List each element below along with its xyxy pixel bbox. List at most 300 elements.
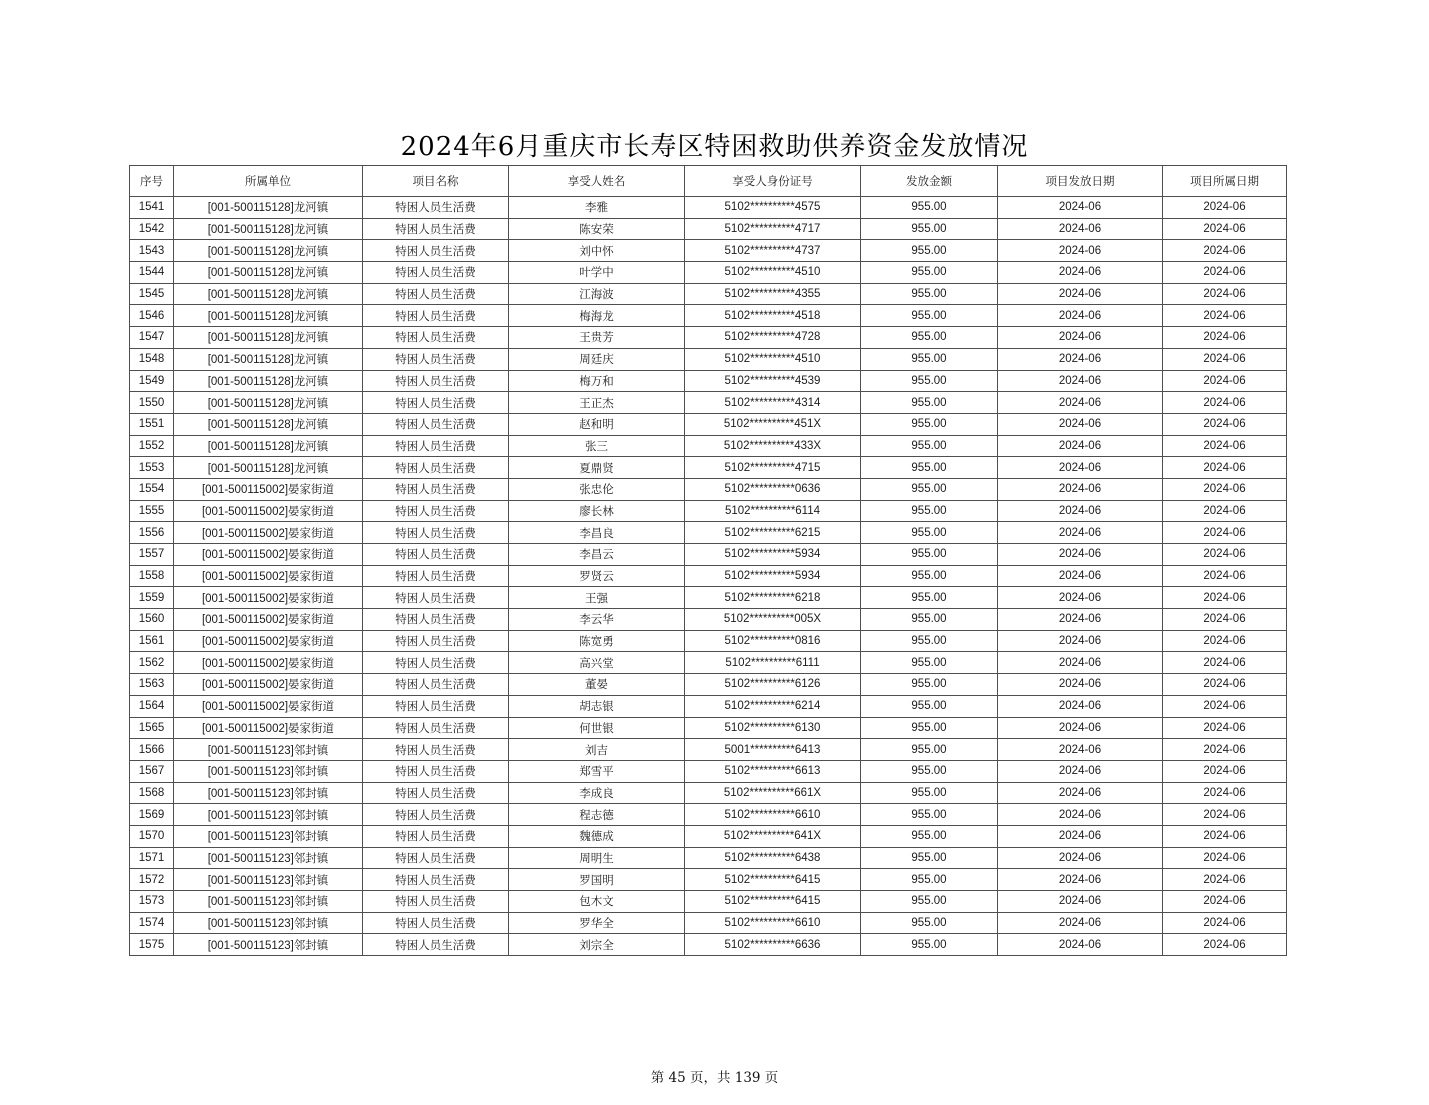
column-header: 享受人身份证号 bbox=[685, 166, 861, 197]
table-cell: 1554 bbox=[130, 478, 174, 500]
table-cell: 董晏 bbox=[509, 674, 685, 696]
table-cell: 特困人员生活费 bbox=[363, 262, 509, 284]
table-row bbox=[130, 457, 1287, 479]
table-row bbox=[130, 305, 1287, 327]
table-cell: 1560 bbox=[130, 609, 174, 631]
table-cell: 2024-06 bbox=[998, 392, 1163, 414]
table-cell: 1556 bbox=[130, 522, 174, 544]
table-cell: 1566 bbox=[130, 739, 174, 761]
table-cell: 955.00 bbox=[861, 500, 998, 522]
table-cell: 2024-06 bbox=[1163, 392, 1287, 414]
table-cell: 1558 bbox=[130, 565, 174, 587]
table-cell: 2024-06 bbox=[1163, 197, 1287, 219]
table-cell: 1567 bbox=[130, 760, 174, 782]
table-cell: [001-500115123]邻封镇 bbox=[174, 804, 363, 826]
table-cell: 特困人员生活费 bbox=[363, 934, 509, 956]
table-cell: 1561 bbox=[130, 630, 174, 652]
table-cell: 5001**********6413 bbox=[685, 739, 861, 761]
table-cell: [001-500115002]晏家街道 bbox=[174, 565, 363, 587]
table-cell: [001-500115002]晏家街道 bbox=[174, 478, 363, 500]
table-cell: 特困人员生活费 bbox=[363, 305, 509, 327]
table-cell: 955.00 bbox=[861, 630, 998, 652]
table-cell: 5102**********4314 bbox=[685, 392, 861, 414]
table-row bbox=[130, 825, 1287, 847]
table-cell: 2024-06 bbox=[998, 891, 1163, 913]
table-cell: 2024-06 bbox=[1163, 435, 1287, 457]
table-cell: 叶学中 bbox=[509, 262, 685, 284]
table-cell: 周廷庆 bbox=[509, 348, 685, 370]
table-cell: 955.00 bbox=[861, 348, 998, 370]
table-cell: 梅海龙 bbox=[509, 305, 685, 327]
table-row bbox=[130, 652, 1287, 674]
table-cell: 955.00 bbox=[861, 869, 998, 891]
table-row bbox=[130, 392, 1287, 414]
table-cell: [001-500115128]龙河镇 bbox=[174, 435, 363, 457]
table-cell: 王强 bbox=[509, 587, 685, 609]
table-cell: 2024-06 bbox=[1163, 240, 1287, 262]
table-cell: 2024-06 bbox=[998, 413, 1163, 435]
table-cell: 罗国明 bbox=[509, 869, 685, 891]
table-cell: 2024-06 bbox=[1163, 218, 1287, 240]
table-cell: 2024-06 bbox=[998, 695, 1163, 717]
table-cell: 陈安荣 bbox=[509, 218, 685, 240]
table-cell: 特困人员生活费 bbox=[363, 197, 509, 219]
table-cell: [001-500115128]龙河镇 bbox=[174, 348, 363, 370]
table-cell: 5102**********0636 bbox=[685, 478, 861, 500]
table-cell: [001-500115128]龙河镇 bbox=[174, 262, 363, 284]
table-cell: [001-500115123]邻封镇 bbox=[174, 847, 363, 869]
table-cell: 2024-06 bbox=[1163, 587, 1287, 609]
table-cell: [001-500115002]晏家街道 bbox=[174, 587, 363, 609]
table-cell: 2024-06 bbox=[1163, 739, 1287, 761]
table-cell: 特困人员生活费 bbox=[363, 413, 509, 435]
table-cell: 955.00 bbox=[861, 891, 998, 913]
table-cell: 955.00 bbox=[861, 262, 998, 284]
table-cell: 特困人员生活费 bbox=[363, 522, 509, 544]
table-cell: 梅万和 bbox=[509, 370, 685, 392]
table-row bbox=[130, 348, 1287, 370]
table-cell: 特困人员生活费 bbox=[363, 283, 509, 305]
table-cell: [001-500115123]邻封镇 bbox=[174, 934, 363, 956]
table-row bbox=[130, 370, 1287, 392]
column-header: 项目所属日期 bbox=[1163, 166, 1287, 197]
table-cell: 955.00 bbox=[861, 565, 998, 587]
column-header: 项目名称 bbox=[363, 166, 509, 197]
table-cell: 955.00 bbox=[861, 435, 998, 457]
table-row bbox=[130, 565, 1287, 587]
table-cell: 特困人员生活费 bbox=[363, 478, 509, 500]
table-cell: 1568 bbox=[130, 782, 174, 804]
table-cell: 2024-06 bbox=[1163, 912, 1287, 934]
table-cell: 特困人员生活费 bbox=[363, 912, 509, 934]
table-cell: 5102**********4575 bbox=[685, 197, 861, 219]
table-cell: [001-500115128]龙河镇 bbox=[174, 413, 363, 435]
table-cell: 1550 bbox=[130, 392, 174, 414]
table-cell: 5102**********4737 bbox=[685, 240, 861, 262]
table-cell: 2024-06 bbox=[1163, 869, 1287, 891]
table-cell: 2024-06 bbox=[1163, 695, 1287, 717]
table-cell: 5102**********4715 bbox=[685, 457, 861, 479]
table-cell: 5102**********4510 bbox=[685, 348, 861, 370]
table-cell: 955.00 bbox=[861, 804, 998, 826]
table-cell: [001-500115128]龙河镇 bbox=[174, 370, 363, 392]
table-cell: [001-500115128]龙河镇 bbox=[174, 197, 363, 219]
table-cell: 2024-06 bbox=[1163, 348, 1287, 370]
table-cell: 2024-06 bbox=[998, 630, 1163, 652]
table-cell: 5102**********6610 bbox=[685, 912, 861, 934]
table-row bbox=[130, 630, 1287, 652]
table-cell: [001-500115128]龙河镇 bbox=[174, 305, 363, 327]
table-cell: 特困人员生活费 bbox=[363, 435, 509, 457]
page-number: 第 45 页，共 139 页 bbox=[650, 1070, 779, 1086]
table-cell: [001-500115128]龙河镇 bbox=[174, 218, 363, 240]
table-row bbox=[130, 283, 1287, 305]
table-cell: 2024-06 bbox=[1163, 457, 1287, 479]
table-cell: 1570 bbox=[130, 825, 174, 847]
table-cell: 2024-06 bbox=[1163, 500, 1287, 522]
table-cell: 2024-06 bbox=[1163, 327, 1287, 349]
table-cell: 特困人员生活费 bbox=[363, 587, 509, 609]
table-cell: 955.00 bbox=[861, 847, 998, 869]
table-cell: 2024-06 bbox=[1163, 283, 1287, 305]
table-cell: 2024-06 bbox=[1163, 478, 1287, 500]
table-row bbox=[130, 912, 1287, 934]
table-cell: 5102**********6415 bbox=[685, 891, 861, 913]
table-cell: 5102**********005X bbox=[685, 609, 861, 631]
table-cell: 高兴堂 bbox=[509, 652, 685, 674]
table-cell: 王正杰 bbox=[509, 392, 685, 414]
table-row bbox=[130, 934, 1287, 956]
table-cell: 955.00 bbox=[861, 522, 998, 544]
table-row bbox=[130, 262, 1287, 284]
table-cell: [001-500115123]邻封镇 bbox=[174, 739, 363, 761]
table-cell: 特困人员生活费 bbox=[363, 652, 509, 674]
table-row bbox=[130, 197, 1287, 219]
table-cell: 特困人员生活费 bbox=[363, 240, 509, 262]
table-cell: 2024-06 bbox=[998, 825, 1163, 847]
table-cell: 李云华 bbox=[509, 609, 685, 631]
table-cell: 特困人员生活费 bbox=[363, 782, 509, 804]
table-cell: [001-500115123]邻封镇 bbox=[174, 869, 363, 891]
table-cell: 胡志银 bbox=[509, 695, 685, 717]
table-cell: [001-500115002]晏家街道 bbox=[174, 652, 363, 674]
column-header: 发放金额 bbox=[861, 166, 998, 197]
table-cell: 5102**********6636 bbox=[685, 934, 861, 956]
table-cell: 李成良 bbox=[509, 782, 685, 804]
table-cell: 李昌云 bbox=[509, 544, 685, 566]
table-cell: 1555 bbox=[130, 500, 174, 522]
table-body bbox=[130, 197, 1287, 956]
table-cell: 1549 bbox=[130, 370, 174, 392]
table-cell: [001-500115123]邻封镇 bbox=[174, 912, 363, 934]
table-cell: 李雅 bbox=[509, 197, 685, 219]
table-cell: [001-500115123]邻封镇 bbox=[174, 782, 363, 804]
table-cell: 1553 bbox=[130, 457, 174, 479]
table-cell: [001-500115128]龙河镇 bbox=[174, 457, 363, 479]
table-cell: [001-500115128]龙河镇 bbox=[174, 392, 363, 414]
table-cell: 1569 bbox=[130, 804, 174, 826]
table-cell: 955.00 bbox=[861, 717, 998, 739]
table-cell: 955.00 bbox=[861, 218, 998, 240]
table-cell: 特困人员生活费 bbox=[363, 891, 509, 913]
table-cell: 955.00 bbox=[861, 457, 998, 479]
table-cell: 5102**********433X bbox=[685, 435, 861, 457]
table-cell: 罗华全 bbox=[509, 912, 685, 934]
table-cell: [001-500115128]龙河镇 bbox=[174, 240, 363, 262]
table-cell: [001-500115123]邻封镇 bbox=[174, 891, 363, 913]
table-cell: 2024-06 bbox=[998, 609, 1163, 631]
table-cell: 1559 bbox=[130, 587, 174, 609]
table-cell: 特困人员生活费 bbox=[363, 847, 509, 869]
table-cell: 955.00 bbox=[861, 283, 998, 305]
table-cell: 5102**********0816 bbox=[685, 630, 861, 652]
table-cell: 955.00 bbox=[861, 478, 998, 500]
table-cell: 1542 bbox=[130, 218, 174, 240]
table-cell: 5102**********6111 bbox=[685, 652, 861, 674]
table-cell: 5102**********4510 bbox=[685, 262, 861, 284]
table-row bbox=[130, 847, 1287, 869]
table-cell: 1548 bbox=[130, 348, 174, 370]
table-cell: 5102**********4518 bbox=[685, 305, 861, 327]
table-cell: 5102**********6215 bbox=[685, 522, 861, 544]
table-cell: 2024-06 bbox=[998, 283, 1163, 305]
table-cell: 5102**********451X bbox=[685, 413, 861, 435]
table-cell: 5102**********6130 bbox=[685, 717, 861, 739]
payments-table bbox=[129, 165, 1287, 956]
table-cell: 2024-06 bbox=[998, 934, 1163, 956]
table-row bbox=[130, 522, 1287, 544]
table-row bbox=[130, 869, 1287, 891]
table-cell: 夏鼎贤 bbox=[509, 457, 685, 479]
table-cell: 特困人员生活费 bbox=[363, 695, 509, 717]
table-cell: 2024-06 bbox=[998, 370, 1163, 392]
table-row bbox=[130, 478, 1287, 500]
table-cell: 955.00 bbox=[861, 739, 998, 761]
table-cell: 1564 bbox=[130, 695, 174, 717]
table-cell: 特困人员生活费 bbox=[363, 327, 509, 349]
table-cell: 特困人员生活费 bbox=[363, 869, 509, 891]
table-cell: 955.00 bbox=[861, 912, 998, 934]
table-row bbox=[130, 327, 1287, 349]
table-cell: [001-500115002]晏家街道 bbox=[174, 544, 363, 566]
table-cell: 1544 bbox=[130, 262, 174, 284]
table-cell: 2024-06 bbox=[998, 739, 1163, 761]
table-cell: 1546 bbox=[130, 305, 174, 327]
table-cell: 2024-06 bbox=[1163, 370, 1287, 392]
table-cell: 程志德 bbox=[509, 804, 685, 826]
table-cell: 2024-06 bbox=[998, 522, 1163, 544]
table-cell: 2024-06 bbox=[998, 847, 1163, 869]
table-cell: 955.00 bbox=[861, 934, 998, 956]
table-cell: 郑雪平 bbox=[509, 760, 685, 782]
table-cell: 周明生 bbox=[509, 847, 685, 869]
table-cell: 5102**********6438 bbox=[685, 847, 861, 869]
table-cell: 2024-06 bbox=[1163, 609, 1287, 631]
table-cell: 2024-06 bbox=[998, 327, 1163, 349]
table-cell: 2024-06 bbox=[1163, 305, 1287, 327]
table-cell: 2024-06 bbox=[1163, 652, 1287, 674]
table-cell: 2024-06 bbox=[998, 782, 1163, 804]
table-cell: 特困人员生活费 bbox=[363, 717, 509, 739]
table-cell: 2024-06 bbox=[1163, 891, 1287, 913]
table-cell: 特困人员生活费 bbox=[363, 500, 509, 522]
table-cell: 1563 bbox=[130, 674, 174, 696]
table-cell: [001-500115002]晏家街道 bbox=[174, 609, 363, 631]
table-cell: 特困人员生活费 bbox=[363, 739, 509, 761]
table-cell: 特困人员生活费 bbox=[363, 348, 509, 370]
column-header: 享受人姓名 bbox=[509, 166, 685, 197]
table-cell: 刘吉 bbox=[509, 739, 685, 761]
table-row bbox=[130, 240, 1287, 262]
header-row bbox=[130, 166, 1287, 197]
table-cell: 1573 bbox=[130, 891, 174, 913]
table-cell: [001-500115123]邻封镇 bbox=[174, 760, 363, 782]
table-cell: 955.00 bbox=[861, 760, 998, 782]
table-cell: 955.00 bbox=[861, 370, 998, 392]
table-cell: 2024-06 bbox=[1163, 522, 1287, 544]
table-cell: 5102**********6610 bbox=[685, 804, 861, 826]
table-cell: 955.00 bbox=[861, 544, 998, 566]
table-cell: [001-500115002]晏家街道 bbox=[174, 630, 363, 652]
table-cell: 2024-06 bbox=[1163, 630, 1287, 652]
table-row bbox=[130, 587, 1287, 609]
table-cell: 955.00 bbox=[861, 305, 998, 327]
table-cell: 2024-06 bbox=[998, 478, 1163, 500]
table-cell: 1541 bbox=[130, 197, 174, 219]
table-cell: 955.00 bbox=[861, 392, 998, 414]
table-cell: 2024-06 bbox=[1163, 804, 1287, 826]
table-cell: 王贵芳 bbox=[509, 327, 685, 349]
table-cell: 1552 bbox=[130, 435, 174, 457]
table-row bbox=[130, 609, 1287, 631]
table-cell: 2024-06 bbox=[998, 912, 1163, 934]
table-row bbox=[130, 500, 1287, 522]
table-cell: [001-500115002]晏家街道 bbox=[174, 500, 363, 522]
table-cell: 2024-06 bbox=[1163, 825, 1287, 847]
table-cell: 赵和明 bbox=[509, 413, 685, 435]
table-cell: 5102**********641X bbox=[685, 825, 861, 847]
table-cell: 包木文 bbox=[509, 891, 685, 913]
table-cell: 1575 bbox=[130, 934, 174, 956]
table-cell: 何世银 bbox=[509, 717, 685, 739]
table-cell: [001-500115002]晏家街道 bbox=[174, 695, 363, 717]
table-cell: 特困人员生活费 bbox=[363, 392, 509, 414]
table-cell: 罗贤云 bbox=[509, 565, 685, 587]
table-cell: 1565 bbox=[130, 717, 174, 739]
table-row bbox=[130, 413, 1287, 435]
table-cell: 5102**********4717 bbox=[685, 218, 861, 240]
page-title: 2024年6月重庆市长寿区特困救助供养资金发放情况 bbox=[400, 132, 1029, 162]
table-cell: 2024-06 bbox=[998, 240, 1163, 262]
table-cell: 2024-06 bbox=[1163, 674, 1287, 696]
table-cell: 2024-06 bbox=[998, 348, 1163, 370]
table-cell: 2024-06 bbox=[998, 674, 1163, 696]
table-cell: 特困人员生活费 bbox=[363, 674, 509, 696]
column-header: 所属单位 bbox=[174, 166, 363, 197]
table-cell: 张三 bbox=[509, 435, 685, 457]
table-cell: 2024-06 bbox=[1163, 782, 1287, 804]
table-cell: 2024-06 bbox=[998, 804, 1163, 826]
table-cell: 2024-06 bbox=[998, 457, 1163, 479]
table-row bbox=[130, 760, 1287, 782]
table-cell: 2024-06 bbox=[998, 262, 1163, 284]
table-cell: 2024-06 bbox=[998, 544, 1163, 566]
table-cell: 魏德成 bbox=[509, 825, 685, 847]
table-cell: [001-500115128]龙河镇 bbox=[174, 283, 363, 305]
table-cell: 1557 bbox=[130, 544, 174, 566]
column-header: 项目发放日期 bbox=[998, 166, 1163, 197]
table-cell: 2024-06 bbox=[998, 760, 1163, 782]
table-cell: 955.00 bbox=[861, 652, 998, 674]
table-cell: 2024-06 bbox=[998, 717, 1163, 739]
table-cell: 2024-06 bbox=[1163, 847, 1287, 869]
table-row bbox=[130, 739, 1287, 761]
table-cell: 2024-06 bbox=[998, 218, 1163, 240]
table-cell: 2024-06 bbox=[1163, 413, 1287, 435]
table-cell: 955.00 bbox=[861, 825, 998, 847]
table-row bbox=[130, 717, 1287, 739]
table-cell: 刘宗全 bbox=[509, 934, 685, 956]
table-cell: [001-500115128]龙河镇 bbox=[174, 327, 363, 349]
table-cell: 5102**********6114 bbox=[685, 500, 861, 522]
table-cell: 2024-06 bbox=[998, 652, 1163, 674]
table-cell: 2024-06 bbox=[998, 197, 1163, 219]
table-cell: 特困人员生活费 bbox=[363, 544, 509, 566]
table-row bbox=[130, 695, 1287, 717]
table-cell: 李昌良 bbox=[509, 522, 685, 544]
table-cell: 955.00 bbox=[861, 782, 998, 804]
table-row bbox=[130, 544, 1287, 566]
table-cell: [001-500115002]晏家街道 bbox=[174, 522, 363, 544]
table-cell: 1547 bbox=[130, 327, 174, 349]
table-cell: 5102**********5934 bbox=[685, 565, 861, 587]
table-cell: 特困人员生活费 bbox=[363, 760, 509, 782]
table-cell: 2024-06 bbox=[1163, 760, 1287, 782]
table-cell: 江海波 bbox=[509, 283, 685, 305]
table-cell: 特困人员生活费 bbox=[363, 565, 509, 587]
table-cell: 2024-06 bbox=[1163, 544, 1287, 566]
table-row bbox=[130, 891, 1287, 913]
table-cell: 5102**********6415 bbox=[685, 869, 861, 891]
table-cell: 1574 bbox=[130, 912, 174, 934]
table-cell: 2024-06 bbox=[998, 587, 1163, 609]
table-cell: 特困人员生活费 bbox=[363, 630, 509, 652]
table-cell: 5102**********4355 bbox=[685, 283, 861, 305]
table-cell: 2024-06 bbox=[1163, 262, 1287, 284]
table-row bbox=[130, 435, 1287, 457]
table-cell: 955.00 bbox=[861, 695, 998, 717]
table-cell: 2024-06 bbox=[998, 500, 1163, 522]
table-cell: 1543 bbox=[130, 240, 174, 262]
table-cell: 特困人员生活费 bbox=[363, 825, 509, 847]
table-cell: 5102**********5934 bbox=[685, 544, 861, 566]
table-cell: 刘中怀 bbox=[509, 240, 685, 262]
table-cell: 陈宽勇 bbox=[509, 630, 685, 652]
table-cell: 955.00 bbox=[861, 197, 998, 219]
table-cell: 955.00 bbox=[861, 240, 998, 262]
table-cell: 特困人员生活费 bbox=[363, 457, 509, 479]
table-cell: 1572 bbox=[130, 869, 174, 891]
table-cell: 2024-06 bbox=[998, 435, 1163, 457]
table-row bbox=[130, 674, 1287, 696]
table-cell: 1562 bbox=[130, 652, 174, 674]
table-cell: 特困人员生活费 bbox=[363, 609, 509, 631]
table-cell: 955.00 bbox=[861, 674, 998, 696]
table-cell: 2024-06 bbox=[998, 869, 1163, 891]
column-header: 序号 bbox=[130, 166, 174, 197]
table-cell: 2024-06 bbox=[998, 305, 1163, 327]
table-cell: 特困人员生活费 bbox=[363, 804, 509, 826]
